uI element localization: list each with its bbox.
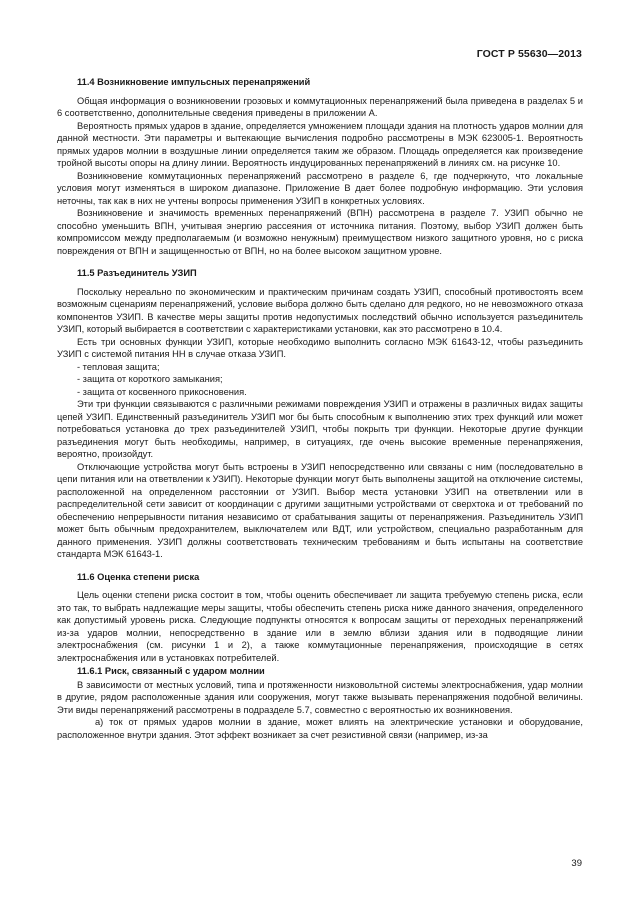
- paragraph: Поскольку нереально по экономическим и практическим причинам создать УЗИП, способный противостоять всем возможным сценариям перенапряжений, условие выбора должно быть сделано для редкого, но не невозможного отказа компонентов УЗИП. В качестве меры защиты против недопустимых последствий обычно используется разъединитель УЗИП, который выбирается в соответствии с характеристиками установки, как это рассмотрено в 10.4.: [57, 286, 583, 334]
- list-item: - тепловая защита;: [77, 361, 160, 372]
- paragraph: Есть три основных функции УЗИП, которые необходимо выполнить согласно МЭК 61643-12, чтобы разъединить УЗИП с системой питания НН в случае отказа УЗИП.: [57, 336, 583, 359]
- subsection-heading-11-6-1: 11.6.1 Риск, связанный с ударом молнии: [77, 666, 265, 676]
- document-body: [57, 76, 583, 741]
- list-item: - защита от короткого замыкания;: [77, 374, 223, 384]
- paragraph: Цель оценки степени риска состоит в том, чтобы оценить обеспечивает ли защита требуемую степень риска, если это так, то выбрать надлежащие меры защиты, чтобы обеспечить степень риска ниже данного значения, определенного как допустимый уровень риска. Следующие подпункты относятся к вопросам защиты от переходных перенапряжений из-за ударов молнии, непосредственно в здание или в землю вблизи здания или в подводящие линии электроснабжения (см. рисунки 1 и 2), а также коммутационные перенапряжения, происходящие в сетях электроснабжения или в установках потребителей.: [57, 590, 583, 663]
- paragraph: Возникновение и значимость временных перенапряжений (ВПН) рассмотрена в разделе 7. УЗИП обычно не способно уменьшить ВПН, учитывая энергию рассеяния от источника питания. Поэтому, выбор УЗИП должен быть компромиссом между предполагаемым (и возможно ненужным) преимуществом низкого защитного уровня, но с риска повреждения от ВПН и защищенностью от ВПН, но на более высоком защитном уровне.: [57, 208, 583, 256]
- section-heading-11-6: 11.6 Оценка степени риска: [77, 571, 200, 582]
- paragraph: Эти три функции связываются с различными режимами повреждения УЗИП и отражены в различных видах защиты цепей УЗИП. Единственный разъединитель УЗИП мог бы быть способным к выполнению этих трех функций или может потребоваться установка до трех разъединителей УЗИП, чтобы покрыть три функции. Некоторые другие функции разъединения могут быть необходимы, например, в ситуациях, где очень высокие временные перенапряжения, вероятно, произойдут.: [57, 399, 583, 459]
- paragraph: Общая информация о возникновении грозовых и коммутационных перенапряжений была приведена в разделах 5 и 6 соответственно, дополнительные сведения приведены в приложении А.: [57, 95, 583, 118]
- list-item-a: а) ток от прямых ударов молнии в здание, может влиять на электрические установки и оборудование, расположенное внутри здания. Этот эффект возникает за счет резистивной связи (например, из-за: [57, 717, 583, 740]
- paragraph: Вероятность прямых ударов в здание, определяется умножением площади здания на плотность ударов молнии для данной местности. Эти параметры и вытекающие вычисления подробно рассмотрены в МЭК 623005-1. Вероятность прямых ударов молнии в воздушные линии определяется таким же образом. Площадь определяется как произведение тройной высоты опоры на длину линии. Вероятность индуцированных перенапряжений в линиях см. на рисунке 10.: [57, 120, 583, 168]
- paragraph: В зависимости от местных условий, типа и протяженности низковольтной системы электроснабжения, удар молнии в другие, рядом расположенные здания или сооружения, могут также вызывать перенапряжения подобной величины. Эти виды перенапряжений рассмотрены в подразделе 5.7, совместно с вероятностью их возникновения.: [57, 679, 583, 715]
- section-heading-11-4: 11.4 Возникновение импульсных перенапряжений: [77, 77, 311, 87]
- section-heading-11-5: 11.5 Разъединитель УЗИП: [77, 268, 197, 278]
- page-number: 39: [571, 858, 582, 869]
- paragraph: Отключающие устройства могут быть встроены в УЗИП непосредственно или связаны с ним (последовательно в цепи питания или на ответвлении к УЗИП). Некоторые функции могут быть выполнены защитой на отключение системы, расположенной на определенном расстоянии от УЗИП. Выбор места установки УЗИП на ответвлении или в распределительной сети зависит от координации с другими защитными устройствами от сверхтока и от требований по обеспечению непрерывности питания независимо от срабатывания защиты от перенапряжения. Разъединитель УЗИП может быть обычным предохранителем, выключателем или ВДТ, или устройством, специально разработанным для данного применения. УЗИП должны соответствовать техническим требованиям и быть испытаны на соответствие стандарта МЭК 61643-1.: [57, 461, 583, 559]
- standard-designation: ГОСТ Р 55630—2013: [476, 48, 582, 60]
- paragraph: Возникновение коммутационных перенапряжений рассмотрено в разделе 6, где подчеркнуто, что локальные условия могут изменяться в широком диапазоне. Приложение В дает более подробную информацию. Эти условия неточны, так как в них не учтены вопросы применения УЗИП в конкретных условиях.: [57, 170, 583, 206]
- list-item: - защита от косвенного прикосновения.: [77, 386, 247, 397]
